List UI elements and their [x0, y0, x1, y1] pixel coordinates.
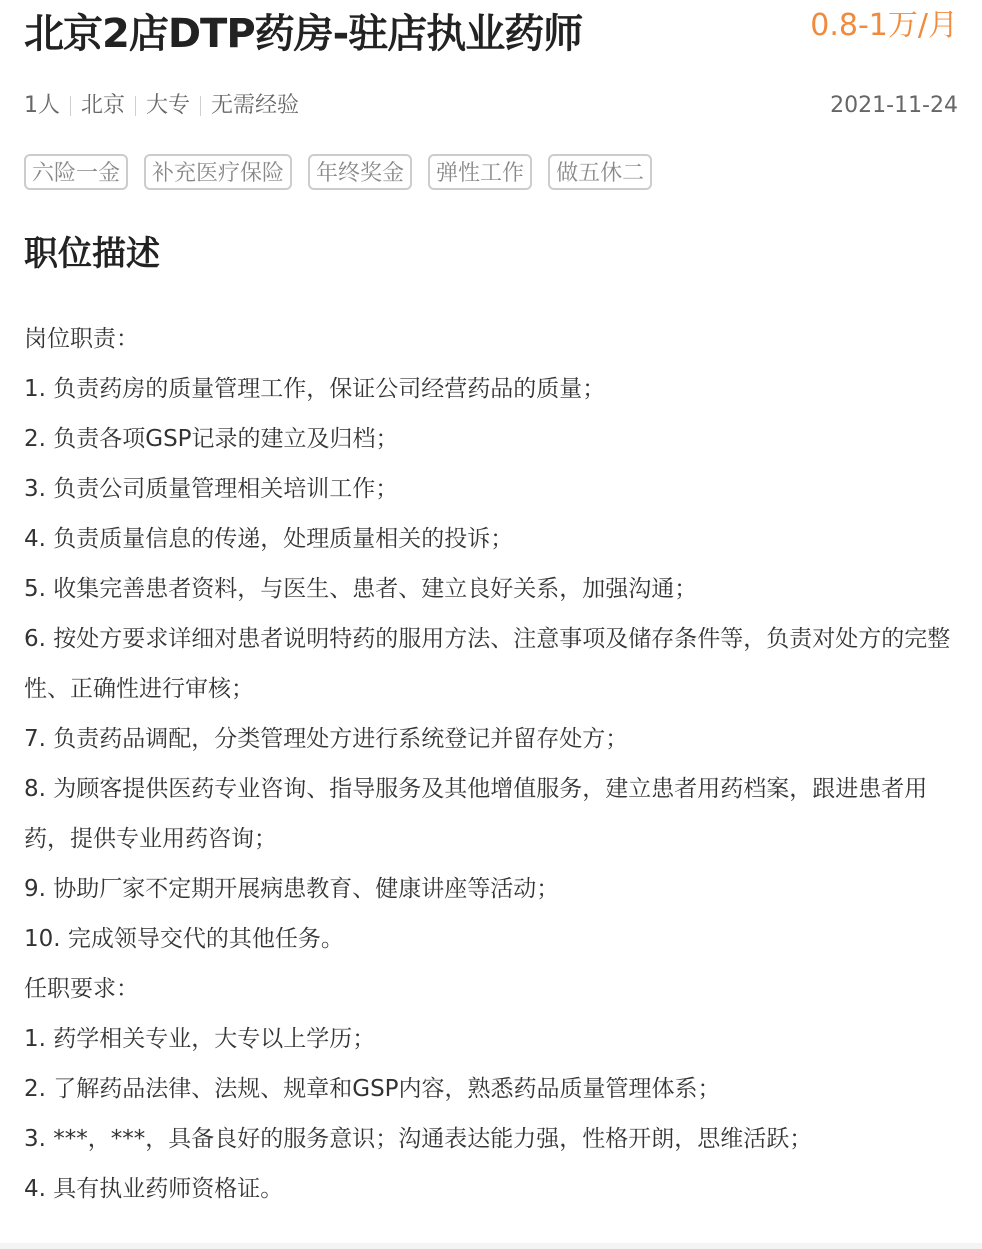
requirement-item: 1. 药学相关专业，大专以上学历；	[24, 1026, 376, 1052]
requirements-heading: 任职要求：	[24, 976, 139, 1002]
job-title: 北京2店DTP药房-驻店执业药师	[24, 11, 583, 57]
duty-item: 10. 完成领导交代的其他任务。	[24, 926, 344, 952]
duty-item: 2. 负责各项GSP记录的建立及归档；	[24, 426, 399, 452]
bottom-divider	[0, 1243, 982, 1249]
benefit-tag: 六险一金	[24, 154, 128, 190]
requirement-item: 3. ***，***，具备良好的服务意识；沟通表达能力强，性格开朗，思维活跃；	[24, 1126, 813, 1152]
requirement-item: 2. 了解药品法律、法规、规章和GSP内容，熟悉药品质量管理体系；	[24, 1076, 721, 1102]
benefit-tag: 补充医疗保险	[144, 154, 292, 190]
salary-range: 0.8-1万/月	[810, 8, 958, 43]
meta-city: 北京	[81, 93, 126, 118]
duty-item: 8. 为顾客提供医药专业咨询、指导服务及其他增值服务，建立患者用药档案，跟进患者用药，提供专业用药咨询；	[24, 776, 928, 852]
requirement-item: 4. 具有执业药师资格证。	[24, 1176, 284, 1202]
duty-item: 5. 收集完善患者资料，与医生、患者、建立良好关系，加强沟通；	[24, 576, 698, 602]
meta-divider	[70, 96, 71, 116]
job-meta-items	[24, 88, 299, 124]
meta-education: 大专	[146, 93, 191, 118]
duty-item: 1. 负责药房的质量管理工作，保证公司经营药品的质量；	[24, 376, 606, 402]
job-meta-row	[24, 88, 958, 124]
benefit-tag: 弹性工作	[428, 154, 532, 190]
benefit-tags	[24, 154, 652, 190]
meta-headcount: 1人	[24, 93, 60, 118]
post-date: 2021-11-24	[830, 93, 958, 118]
duty-item: 4. 负责质量信息的传递，处理质量相关的投诉；	[24, 526, 514, 552]
benefit-tag: 年终奖金	[308, 154, 412, 190]
benefit-tag: 做五休二	[548, 154, 652, 190]
meta-divider	[135, 96, 136, 116]
meta-experience: 无需经验	[211, 93, 300, 118]
duty-item: 9. 协助厂家不定期开展病患教育、健康讲座等活动；	[24, 876, 560, 902]
meta-divider	[200, 96, 201, 116]
duty-item: 6. 按处方要求详细对患者说明特药的服用方法、注意事项及储存条件等，负责对处方的完整性、正确性进行审核；	[24, 626, 951, 702]
section-title-job-description: 职位描述	[24, 234, 160, 274]
duty-item: 7. 负责药品调配，分类管理处方进行系统登记并留存处方；	[24, 726, 629, 752]
duty-item: 3. 负责公司质量管理相关培训工作；	[24, 476, 399, 502]
job-description	[24, 314, 958, 1214]
duties-heading: 岗位职责：	[24, 326, 139, 352]
